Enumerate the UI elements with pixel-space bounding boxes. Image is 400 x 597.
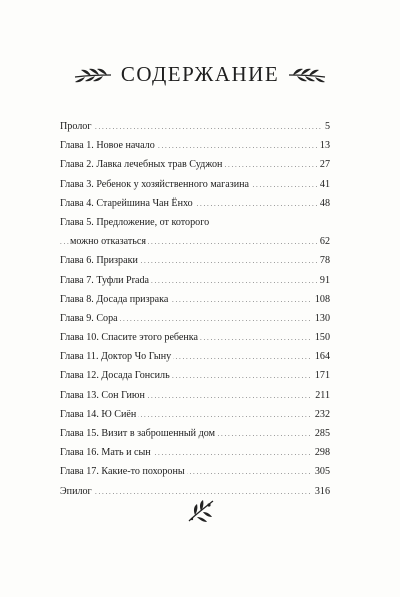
toc-entry-page: 91 [317, 274, 330, 288]
toc-entry-chapter-5[interactable] [60, 216, 330, 235]
toc-entry-chapter-15[interactable] [60, 427, 330, 446]
toc-entry-label: Глава 9. Сора [60, 312, 118, 324]
toc-entry-label: Глава 7. Туфли Prada [60, 274, 150, 286]
toc-entry-page: 48 [317, 197, 330, 211]
right-ornament-icon [287, 64, 331, 86]
toc-entry-page: 150 [312, 331, 330, 345]
toc-entry-page: 316 [312, 485, 330, 499]
toc-entry-page: 130 [312, 312, 330, 326]
toc-entry-chapter-5-continued[interactable] [60, 235, 330, 254]
toc-entry-page: 171 [312, 369, 330, 383]
toc-entry-label: Пролог [60, 121, 92, 132]
toc-entry-page: 78 [317, 254, 330, 268]
herb-branch-icon [185, 495, 217, 527]
toc-entry-chapter-2[interactable] [60, 158, 330, 177]
toc-entry-label: Глава 4. Старейшина Чан Ёнхо [60, 197, 193, 209]
toc-entry-label: Глава 10. Спасите этого ребенка [60, 332, 199, 344]
toc-entry-page: 305 [312, 465, 330, 479]
toc-entry-chapter-8[interactable] [60, 293, 330, 312]
toc-entry-page: 13 [317, 139, 330, 153]
toc-entry-page: 5 [322, 120, 330, 134]
toc-entry-chapter-14[interactable] [60, 408, 330, 427]
toc-entry-page: 62 [317, 235, 330, 249]
toc-entry-page: 211 [312, 389, 330, 403]
toc-entry-chapter-16[interactable] [60, 446, 330, 465]
toc-entry-prologue[interactable] [60, 120, 330, 139]
toc-entry-chapter-4[interactable] [60, 197, 330, 216]
toc-entry-chapter-17[interactable] [60, 465, 330, 484]
toc-entry-label: Глава 15. Визит в заброшенный дом [60, 428, 215, 439]
toc-entry-chapter-12[interactable] [60, 369, 330, 388]
toc-entry-label: Эпилог [60, 485, 92, 497]
toc-entry-page: 27 [317, 158, 330, 172]
toc-entry-chapter-7[interactable] [60, 274, 330, 293]
toc-entry-chapter-6[interactable] [60, 254, 330, 273]
toc-entry-label: Глава 8. Досада призрака [60, 293, 169, 305]
toc-entry-label: Глава 5. Предложение, от которого [60, 216, 210, 228]
toc-entry-page: 164 [312, 350, 330, 364]
toc-entry-label: можно отказаться [70, 236, 147, 248]
toc-entry-chapter-11[interactable] [60, 350, 330, 369]
toc-entry-chapter-3[interactable] [60, 178, 330, 197]
page-header [0, 62, 400, 87]
toc-entry-label: Глава 14. Ю Сиён [60, 408, 137, 420]
toc-entry-page: 232 [312, 408, 330, 422]
toc-entry-page: 41 [317, 178, 330, 192]
toc-entry-page: 108 [312, 293, 330, 307]
toc-entry-label: Глава 12. Досада Гонсиль [60, 370, 170, 382]
toc-entry-chapter-9[interactable] [60, 312, 330, 331]
toc-entry-page: 298 [312, 446, 330, 460]
toc-entry-chapter-13[interactable] [60, 389, 330, 408]
toc-entry-label: Глава 1. Новое начало [60, 140, 155, 152]
toc-entry-label: Глава 6. Призраки [60, 255, 138, 267]
toc-entry-label: Глава 17. Какие-то похороны [60, 466, 185, 478]
toc-entry-label: Глава 3. Ребенок у хозяйственного магазина [60, 178, 250, 190]
toc-entry-chapter-10[interactable] [60, 331, 330, 350]
page-title: СОДЕРЖАНИЕ [120, 62, 280, 86]
toc-entry-label: Глава 11. Доктор Чо Гыну [60, 351, 172, 363]
toc-entry-chapter-1[interactable] [60, 139, 330, 158]
toc-entry-label: Глава 16. Мать и сын [60, 447, 151, 459]
left-ornament-icon [69, 64, 113, 86]
toc-entry-label: Глава 13. Сон Гиюн [60, 389, 145, 401]
toc-entry-page: 285 [312, 427, 330, 441]
table-of-contents [60, 120, 330, 504]
toc-entry-label: Глава 2. Лавка лечебных трав Суджон [60, 159, 223, 171]
